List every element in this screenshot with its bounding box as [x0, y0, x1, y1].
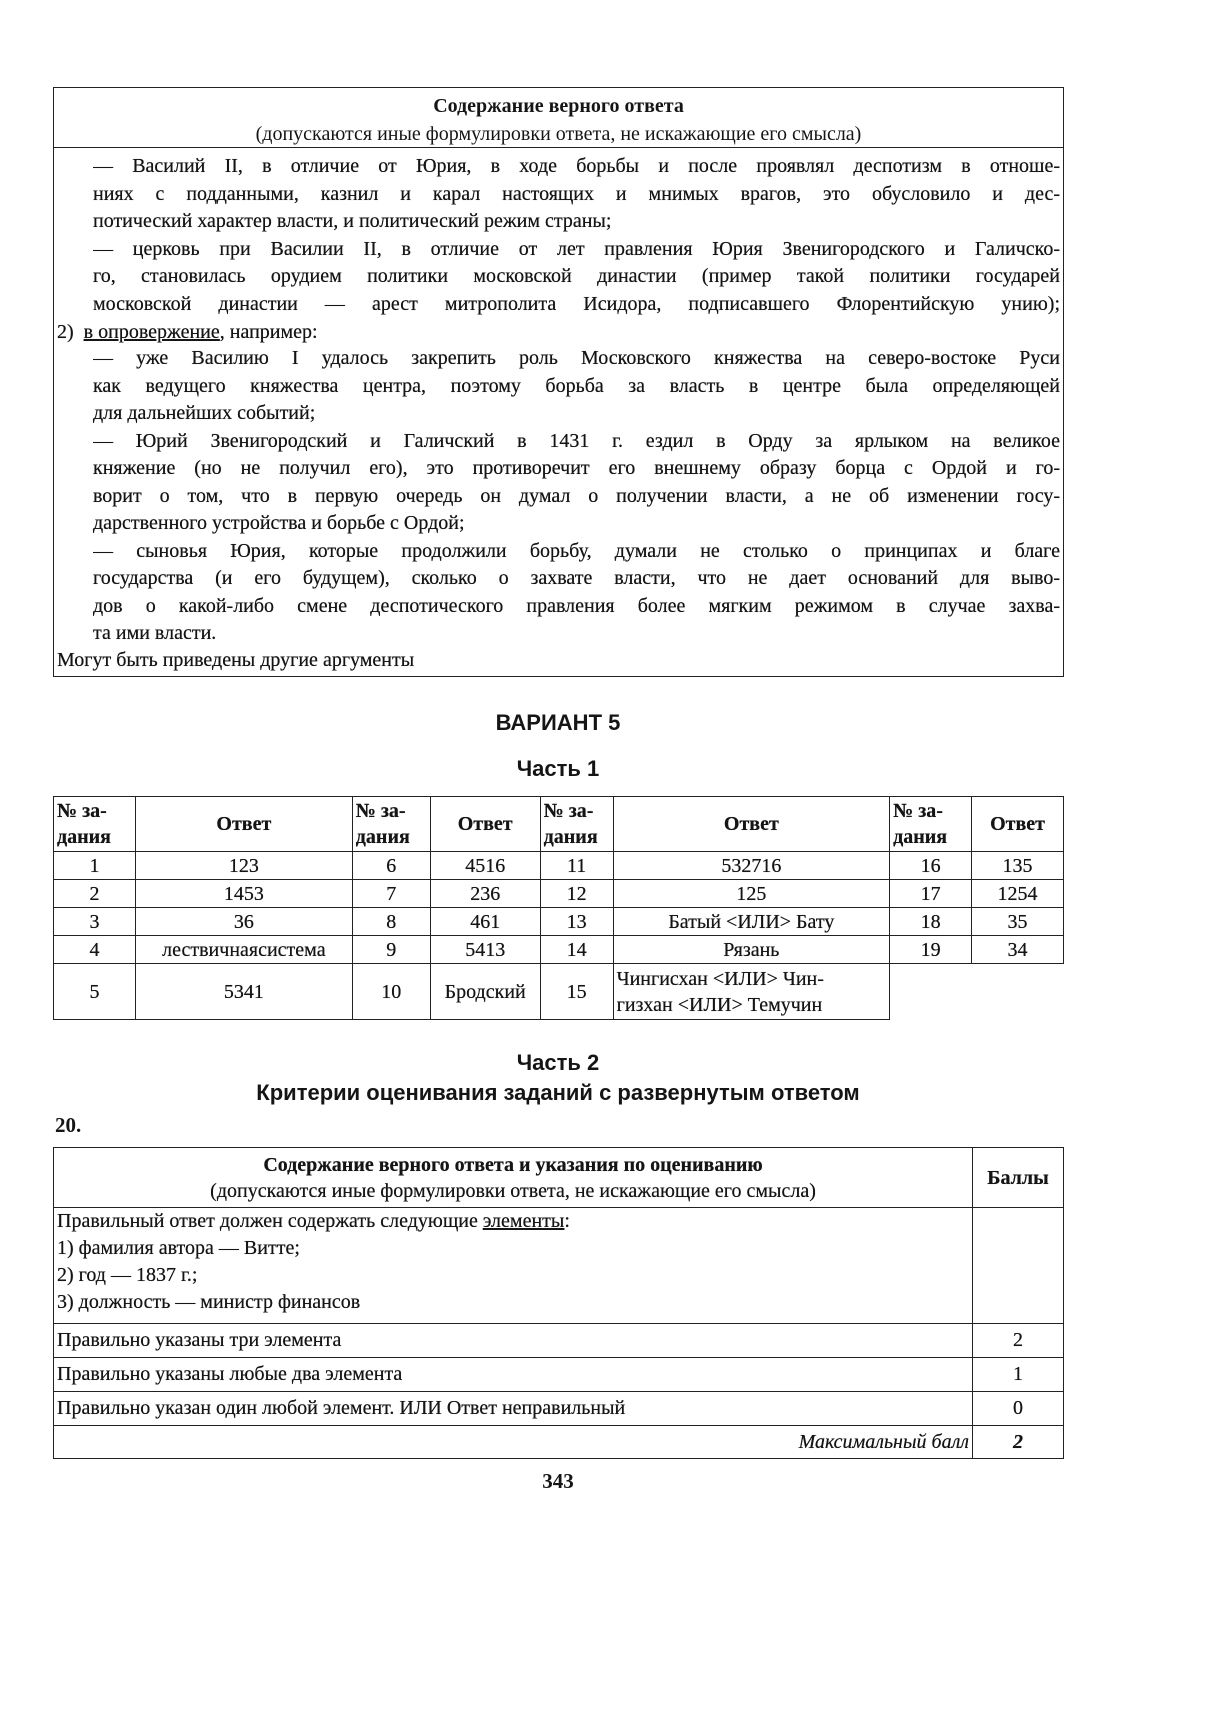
header-line: № за-: [543, 800, 594, 822]
point-number: 2): [57, 321, 74, 343]
task-number-cell: 6: [352, 852, 430, 880]
answers-row: [54, 880, 1064, 908]
task-number-cell: 13: [540, 908, 613, 936]
task-number-cell: 1: [54, 852, 136, 880]
argument-line: как ведущего княжества центра, поэтому борьба за власть в центре была определяющей: [93, 374, 1060, 397]
answers-row: [54, 852, 1064, 880]
task-number-cell: 5: [54, 964, 136, 1020]
criteria-intro: Правильный ответ должен содержать следующие элементы:: [57, 1210, 570, 1232]
argument-line: — церковь при Василии II, в отличие от лет правления Юрия Звенигородского и Галичско-: [93, 237, 1060, 260]
argument-line: потический характер власти, и политический режим страны;: [93, 210, 612, 232]
answer-cell: 532716: [613, 852, 889, 880]
task-number-cell: 7: [352, 880, 430, 908]
header-line: № за-: [355, 800, 406, 822]
answer-cell: Бродский: [430, 964, 540, 1020]
header-line: № за-: [57, 800, 107, 822]
argument-line: — сыновья Юрия, которые продолжили борьбу, думали не столько о принципах и благе: [93, 539, 1060, 562]
task-number-cell: 10: [352, 964, 430, 1020]
argument-line: — уже Василию I удалось закрепить роль Московского княжества на северо-востоке Руси: [93, 347, 1060, 369]
answer-cell: 135: [972, 852, 1064, 880]
argument-line: го, становилась орудием политики московской династии (пример такой политики государей: [93, 265, 1060, 287]
argument-line: — Василий II, в отличие от Юрия, в ходе борьбы и после проявлял деспотизм в отноше-: [93, 155, 1060, 177]
answer-cell: 461: [430, 908, 540, 936]
task-number-cell: 15: [540, 964, 613, 1020]
criteria-table: [53, 1147, 1064, 1459]
points-value: 2: [973, 1324, 1064, 1358]
page-number: 343: [542, 1469, 574, 1493]
header-line: дания: [543, 826, 598, 848]
answer-header: Ответ: [613, 797, 889, 852]
answer-cell: 123: [135, 852, 352, 880]
answer-cell: 5341: [135, 964, 352, 1020]
argument-line: ворит о том, что в первую очередь он думал о получении власти, а не об изменении госу-: [93, 484, 1060, 507]
answer-line: Чингисхан <ИЛИ> Чин-: [616, 967, 824, 990]
element-item: 1) фамилия автора — Витте;: [57, 1237, 300, 1259]
point-heading-underlined: в опровержение: [83, 321, 220, 343]
argument-line: государства (и его будущем), сколько о захвате власти, что не дает оснований для выво-: [93, 567, 1060, 589]
answer-cell: 36: [135, 908, 352, 936]
answer-header: Ответ: [135, 797, 352, 852]
answer-header: Ответ: [972, 797, 1064, 852]
task-number-cell: 18: [890, 908, 972, 936]
task-number-cell: 8: [352, 908, 430, 936]
points-value: 1: [973, 1358, 1064, 1392]
argument-line: та ими власти.: [93, 622, 217, 644]
task-number-cell: 3: [54, 908, 136, 936]
criteria-header-title: Содержание верного ответа и указания по оцениванию: [263, 1153, 763, 1176]
criteria-header-row: [54, 1148, 1064, 1208]
task-number-cell: 4: [54, 936, 136, 964]
answers-table: [53, 796, 1064, 1020]
part2-subtitle: Критерии оценивания заданий с развернутым ответом: [256, 1080, 860, 1105]
answer-cell: 1453: [135, 880, 352, 908]
element-item: 2) год — 1837 г.;: [57, 1264, 198, 1286]
argument-line: княжение (но не получил его), это противоречит его внешнему образу борца с Ордой и го-: [93, 457, 1060, 479]
task-number-header: [54, 797, 136, 852]
point-2-line: [57, 319, 318, 346]
header-title: Содержание верного ответа: [433, 95, 684, 117]
answers-row: [54, 964, 1064, 1020]
answer-cell: 236: [430, 880, 540, 908]
max-points-label: Максимальный балл: [54, 1426, 973, 1459]
part1-title: Часть 1: [516, 756, 600, 781]
criteria-row: Правильно указан один любой элемент. ИЛИ Ответ неправильный 0: [54, 1392, 1064, 1426]
answer-cell: 34: [972, 936, 1064, 964]
empty-cell: [890, 964, 972, 1020]
answers-row: [54, 908, 1064, 936]
header-line: дания: [893, 826, 948, 848]
empty-cell: [972, 964, 1064, 1020]
task-number: 20.: [55, 1113, 82, 1137]
argument-line: ниях с подданными, казнил и карал настоящих и мнимых врагов, это обусловило и дес-: [93, 182, 1060, 205]
variant-title: ВАРИАНТ 5: [495, 710, 621, 735]
task-number-cell: 2: [54, 880, 136, 908]
argument-line: — Юрий Звенигородский и Галичский в 1431 г. ездил в Орду за ярлыком на великое: [93, 429, 1060, 452]
points-value: 0: [973, 1392, 1064, 1426]
answer-cell: Рязань: [613, 936, 889, 964]
header-line: № за-: [893, 800, 943, 822]
answers-row: [54, 936, 1064, 964]
header-subtitle: (допускаются иные формулировки ответа, не искажающие его смысла): [255, 123, 862, 145]
criteria-elements-row: [54, 1208, 1064, 1324]
task-number-header: [352, 797, 430, 852]
closing-line: Могут быть приведены другие аргументы: [57, 649, 415, 671]
answers-table-header: [54, 797, 1064, 852]
point-heading-rest: , например:: [219, 321, 318, 343]
answer-cell: Батый <ИЛИ> Бату: [613, 908, 889, 936]
criteria-row: Правильно указаны три элемента 2: [54, 1324, 1064, 1358]
answer-cell: [613, 964, 889, 1020]
argument-line: дарственного устройства и борьбе с Ордой;: [93, 512, 465, 534]
task-number-cell: 17: [890, 880, 972, 908]
answer-cell: 4516: [430, 852, 540, 880]
answer-line: гизхан <ИЛИ> Темучин: [616, 993, 823, 1016]
element-item: 3) должность — министр финансов: [57, 1291, 361, 1313]
max-points-value: 2: [973, 1426, 1064, 1459]
argument-line: для дальнейших событий;: [93, 402, 316, 424]
criteria-row: Правильно указаны любые два элемента 1: [54, 1358, 1064, 1392]
argument-line: дов о какой-либо смене деспотического правления более мягким режимом в случае захва-: [93, 594, 1060, 617]
task-number-header: [890, 797, 972, 852]
task-number-cell: 14: [540, 936, 613, 964]
answer-cell: 5413: [430, 936, 540, 964]
criteria-header-subtitle: (допускаются иные формулировки ответа, не искажающие его смысла): [210, 1179, 816, 1202]
task-number-cell: 9: [352, 936, 430, 964]
points-header: Баллы: [973, 1148, 1064, 1208]
task-number-cell: 11: [540, 852, 613, 880]
answer-cell: 35: [972, 908, 1064, 936]
header-line: дания: [355, 826, 410, 848]
elements-underlined: элементы: [482, 1210, 565, 1232]
task-number-cell: 16: [890, 852, 972, 880]
part2-title: Часть 2: [516, 1050, 600, 1075]
header-line: дания: [57, 826, 111, 848]
answer-box-header: [54, 88, 1063, 148]
max-points-row: [54, 1426, 1064, 1459]
answer-header: Ответ: [430, 797, 540, 852]
task-number-cell: 19: [890, 936, 972, 964]
answer-cell: лествичнаясистема: [135, 936, 352, 964]
argument-line: московской династии — арест митрополита Исидора, подписавшего Флорентийскую унию);: [93, 292, 1060, 315]
answer-cell: 1254: [972, 880, 1064, 908]
task-number-header: [540, 797, 613, 852]
answer-cell: 125: [613, 880, 889, 908]
task-number-cell: 12: [540, 880, 613, 908]
